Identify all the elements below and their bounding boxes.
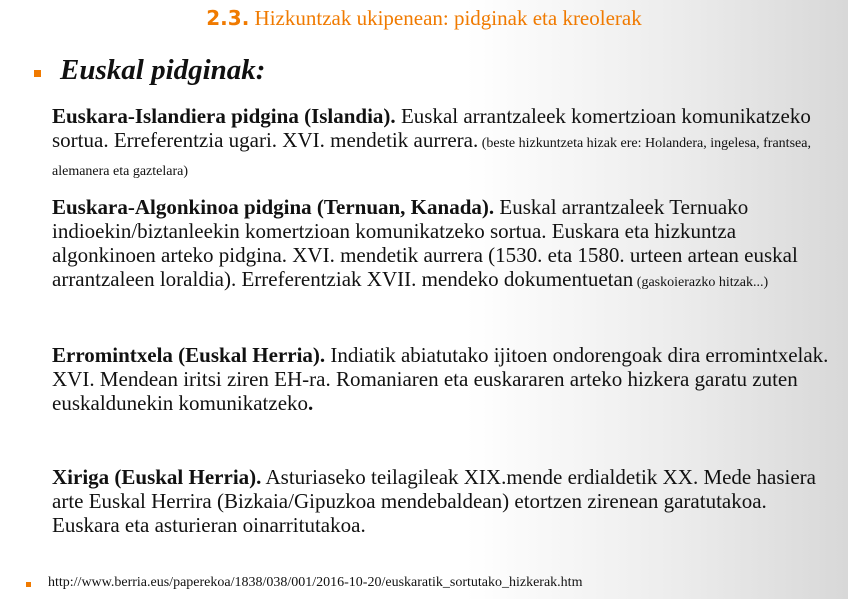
paragraph-end: .	[308, 391, 314, 415]
bullet-square-icon	[26, 582, 31, 587]
paragraph-xiriga	[52, 465, 832, 537]
bullet-square-icon	[34, 70, 41, 77]
paragraph-title: Euskara-Islandiera pidgina (Islandia).	[52, 104, 396, 128]
paragraph-islandiera	[52, 104, 832, 184]
paragraph-title: Xiriga (Euskal Herria).	[52, 465, 262, 489]
slide-title	[0, 6, 848, 31]
paragraph-text: Asturiaseko teilagileak XIX.mende erdialdetik XX. Mede hasiera arte Euskal Herrira (Bizkaia/Gipuzkoa mendebaldean) etortzen zirenean garatutakoa. Euskara eta asturieran oinarritutakoa.	[52, 465, 816, 537]
title-text: Hizkuntzak ukipenean: pidginak eta kreolerak	[254, 6, 642, 30]
section-heading: Euskal pidginak:	[60, 54, 266, 86]
source-link[interactable]: http://www.berria.eus/paperekoa/1838/038/001/2016-10-20/euskaratik_sortutako_hizkerak.htm	[48, 575, 583, 590]
paragraph-text: Indiatik abiatutako ijitoen ondorengoak dira erromintxelak. XVI. Mendean iritsi ziren EH-ra. Romaniaren eta euskararen arteko hizkera garatu zuten euskaldunekin komunikatzeko	[52, 343, 829, 415]
paragraph-title: Erromintxela (Euskal Herria).	[52, 343, 326, 367]
paragraph-algonkinoa	[52, 195, 832, 295]
paragraph-text: Euskal arrantzaleek komertzioan komunikatzeko sortua. Erreferentzia ugari. XVI. mendetik aurrera.	[52, 104, 811, 152]
paragraph-erromintxela	[52, 343, 832, 415]
paragraph-text: Euskal arrantzaleek Ternuako indioekin/biztanleekin komertzioan komunikatzeko sortua. Euskara eta hizkuntza algonkinoen arteko pidgina. XVI. mendetik aurrera (1530. eta 1580. urteen artean euskal arrantzaleen loraldia). Erreferentziak XVII. mendeko dokumentuetan	[52, 195, 798, 291]
paragraph-note: (gaskoierazko hitzak...)	[633, 275, 769, 290]
paragraph-note: (beste hizkuntzeta hizak ere: Holandera, ingelesa, frantsea, alemanera eta gaztelara)	[52, 136, 811, 179]
section-number: 2.3.	[206, 6, 250, 30]
paragraph-title: Euskara-Algonkinoa pidgina (Ternuan, Kanada).	[52, 195, 495, 219]
